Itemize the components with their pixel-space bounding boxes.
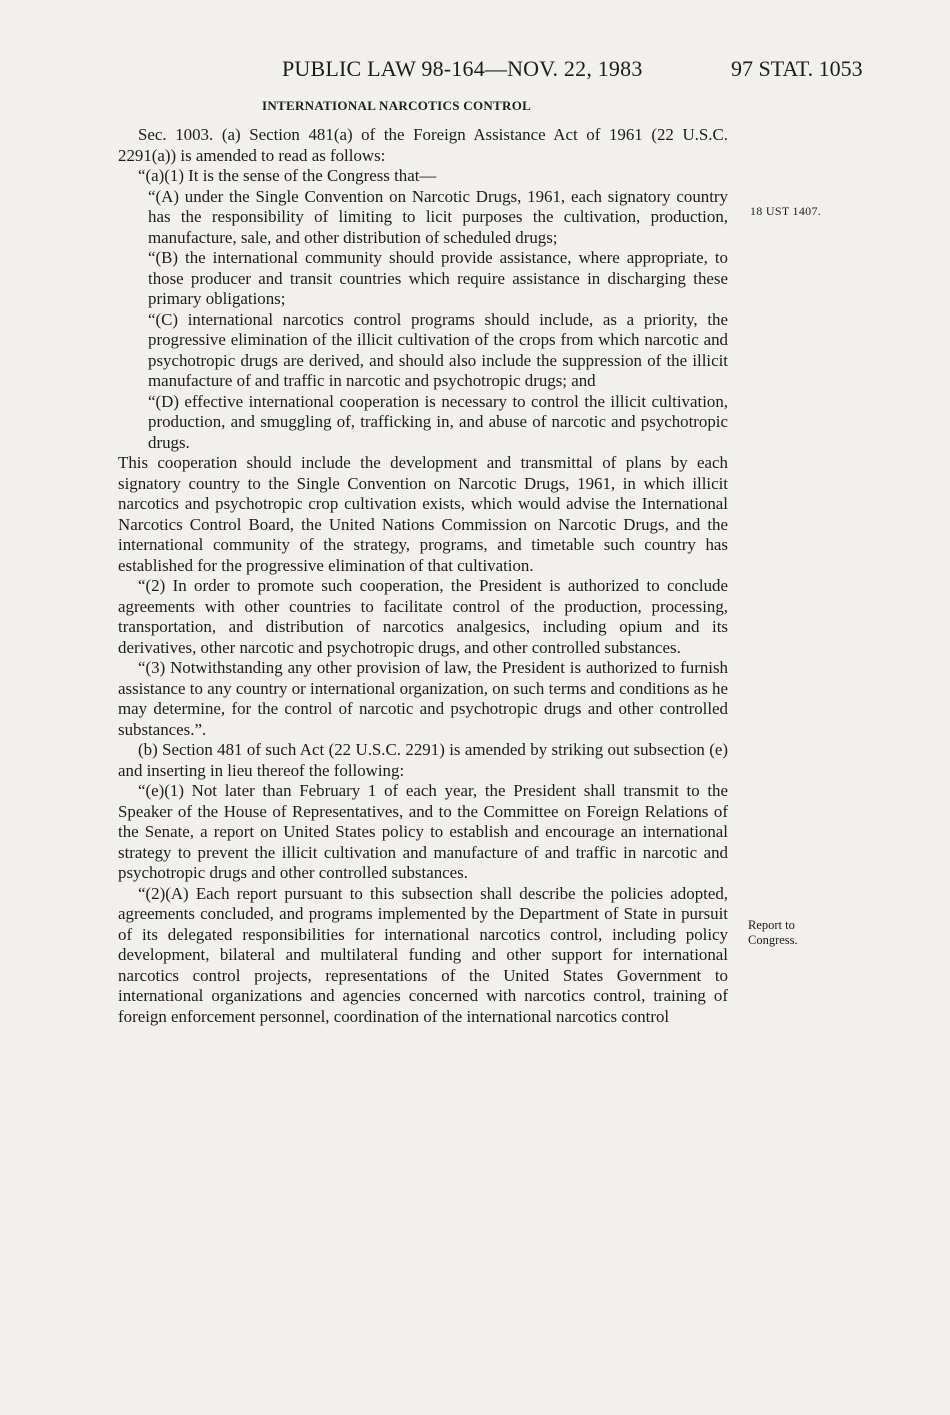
running-title: PUBLIC LAW 98-164—NOV. 22, 1983 bbox=[282, 56, 643, 81]
law-body-text bbox=[118, 125, 728, 1027]
margin-note-ust-citation: 18 UST 1407. bbox=[750, 204, 822, 218]
paragraph-3: “(3) Notwithstanding any other provision of law, the President is authorized to furnish assistance to any country or international organization, on such terms and conditions as he may determine, for the control of narcotic and psychotropic drugs and other controlled substances.”. bbox=[118, 658, 728, 739]
page-header bbox=[0, 56, 950, 86]
section-heading: INTERNATIONAL NARCOTICS CONTROL bbox=[262, 98, 532, 113]
margin-note-report-to-congress: Report to Congress. bbox=[748, 918, 798, 947]
paragraph-e1: “(e)(1) Not later than February 1 of each year, the President shall transmit to the Speaker of the House of Representatives, and to the Committee on Foreign Relations of the Senate, a report on United States policy to establish and encourage an international strategy to prevent the illicit cultivation and manufacture of and traffic in narcotic and psychotropic drugs and other controlled substances. bbox=[118, 781, 728, 882]
statute-page-number: 97 STAT. 1053 bbox=[731, 56, 863, 81]
paragraph-D: “(D) effective international cooperation is necessary to control the illicit cultivation, production, and smuggling of, trafficking in, and abuse of narcotic and psychotropic drugs. bbox=[148, 391, 728, 452]
paragraph-C: “(C) international narcotics control programs should include, as a priority, the progressive elimination of the illicit cultivation of the crops from which narcotic and psychotropic drugs are derived, and should also include the suppression of the illicit manufacture of and traffic in narcotic and psychotropic drugs; and bbox=[148, 309, 728, 390]
paragraph-cooperation: This cooperation should include the development and transmittal of plans by each signatory country to the Single Convention on Narcotic Drugs, 1961, in which illicit narcotics and psychotropic crop cultivation exists, which would advise the International Narcotics Control Board, the United Nations Commission on Narcotic Drugs, and the international community of the strategy, programs, and timetable such country has established for the progressive elimination of that cultivation. bbox=[118, 453, 728, 575]
paragraph-2A: “(2)(A) Each report pursuant to this subsection shall describe the policies adopted, agreements concluded, and programs implemented by the Department of State in pursuit of its delegated responsibilities for international narcotics control, including policy development, bilateral and multilateral funding and other support for international narcotics control projects, representations of the United States Government to international organizations and agencies concerned with narcotics control, training of foreign enforcement personnel, coordination of the international narcotics control bbox=[118, 883, 728, 1026]
paragraph-B: “(B) the international community should provide assistance, where appropriate, to those producer and transit countries which require assistance in discharging these primary obligations; bbox=[148, 248, 728, 308]
paragraph-b: (b) Section 481 of such Act (22 U.S.C. 2291) is amended by striking out subsection (e) and inserting in lieu thereof the following: bbox=[118, 740, 728, 780]
paragraph-a1: “(a)(1) It is the sense of the Congress that— bbox=[138, 166, 437, 185]
paragraph-section-1003: Sec. 1003. (a) Section 481(a) of the Foreign Assistance Act of 1961 (22 U.S.C. 2291(a)) is amended to read as follows: bbox=[118, 125, 728, 165]
paragraph-2: “(2) In order to promote such cooperation, the President is authorized to conclude agreements with other countries to facilitate control of the production, processing, transportation, and distribution of narcotics analgesics, including opium and its derivatives, other narcotic and psychotropic drugs, and other controlled substances. bbox=[118, 576, 728, 657]
paragraph-A: “(A) under the Single Convention on Narcotic Drugs, 1961, each signatory country has the responsibility of limiting to licit purposes the cultivation, production, manufacture, sale, and other distribution of scheduled drugs; bbox=[148, 186, 728, 247]
